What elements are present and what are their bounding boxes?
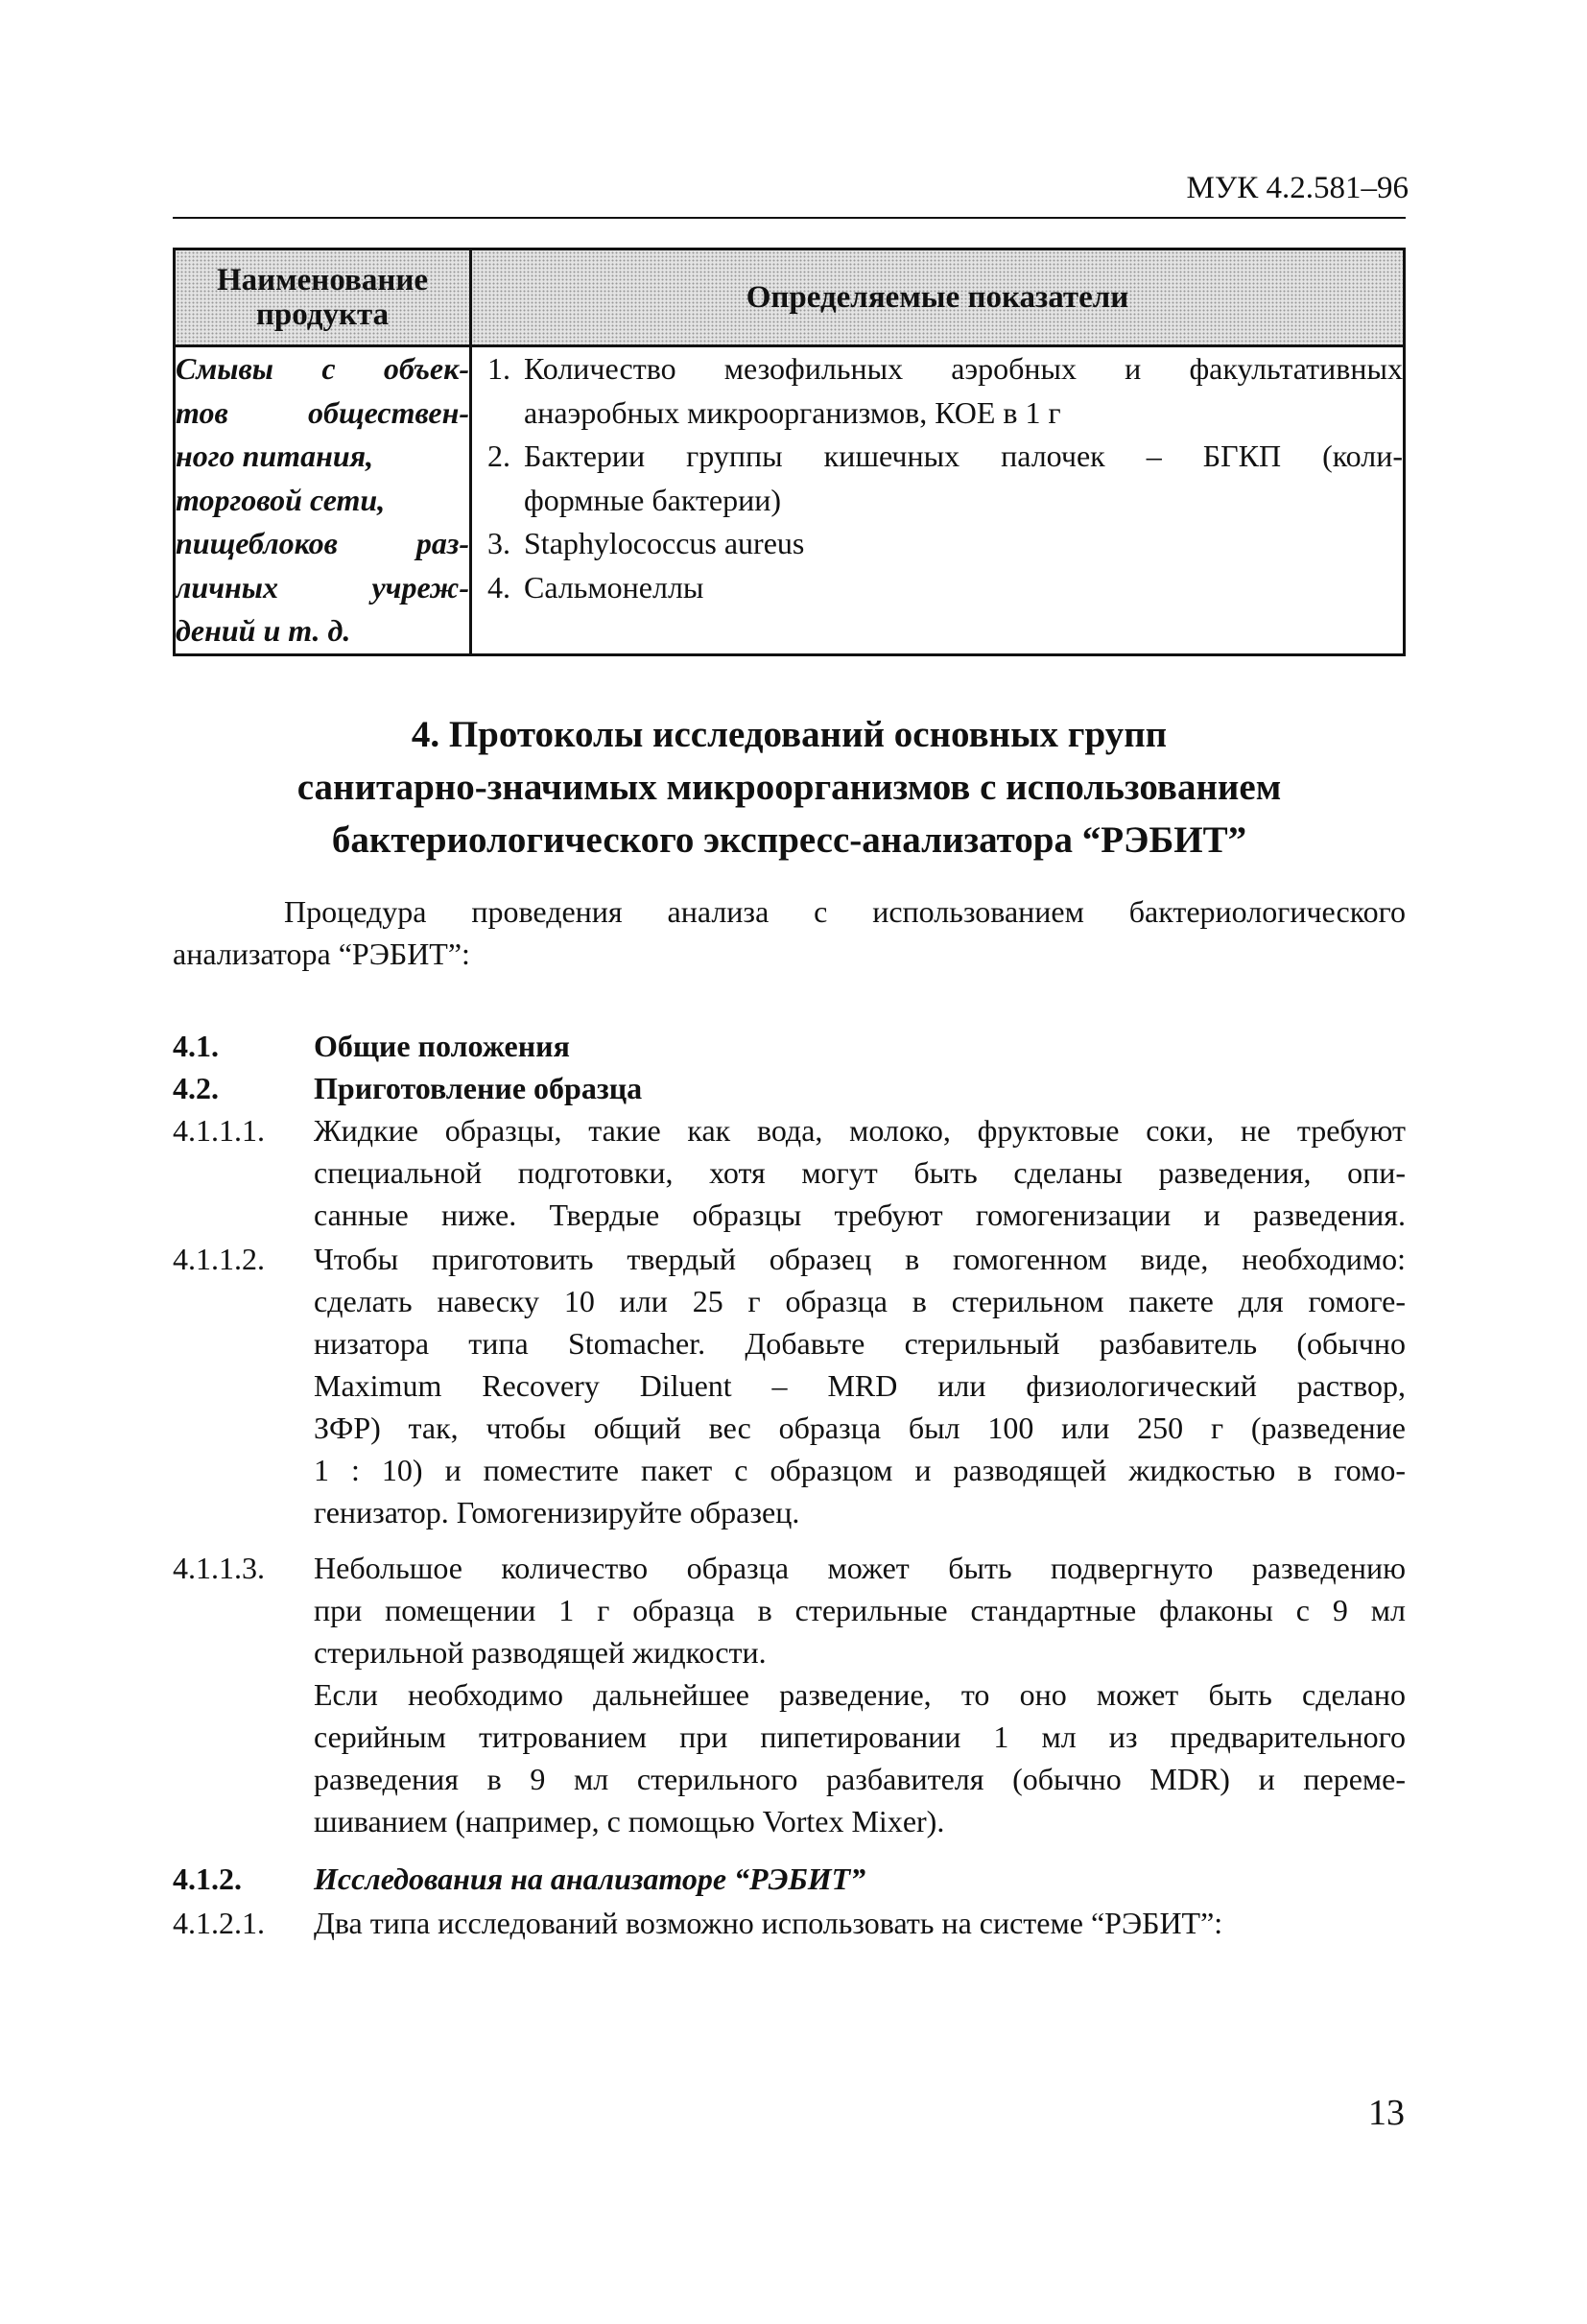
item-number: 4.2. [173, 1071, 219, 1105]
item-line: Чтобы приготовить твердый образец в гомогенном виде, необходимо: [314, 1242, 1406, 1276]
item-line: сделать навеску 10 или 25 г образца в стерильном пакете для гомоге- [314, 1284, 1406, 1318]
indicator-line: Staphylococcus aureus [524, 526, 805, 560]
item-4-1-2 [173, 1858, 1406, 1900]
section-title [173, 708, 1406, 866]
indicator-line: Количество мезофильных аэробных и факультативных [524, 351, 1403, 386]
indicators-column-header: Определяемые показатели [471, 249, 1405, 346]
intro-line: анализатора “РЭБИТ”: [173, 937, 470, 971]
indicator-text [524, 435, 1403, 522]
indicator-number: 4. [487, 569, 510, 605]
product-line: тов обществен- [176, 394, 469, 430]
intro-paragraph [173, 890, 1406, 975]
indicator-text [524, 522, 1403, 566]
indicator-item [472, 435, 1403, 522]
product-column-header [175, 249, 471, 346]
header-rule [173, 217, 1406, 219]
indicator-item [472, 522, 1403, 566]
item-number: 4.1.2. [173, 1862, 242, 1896]
item-line: Жидкие образцы, такие как вода, молоко, фруктовые соки, не требуют [314, 1113, 1406, 1148]
item-line: Два типа исследований возможно использовать на системе “РЭБИТ”: [314, 1906, 1223, 1940]
indicator-item [472, 347, 1403, 435]
item-4-1-1-3 [173, 1547, 1406, 1842]
product-line: Смывы с объек- [176, 351, 469, 386]
indicator-line: Сальмонеллы [524, 569, 704, 605]
indicator-line: анаэробных микроорганизмов, КОЕ в 1 г [524, 394, 1061, 430]
product-line: пищеблоков раз- [176, 526, 469, 560]
item-body [314, 1238, 1406, 1533]
indicator-number: 3. [487, 526, 510, 560]
item-line: специальной подготовки, хотя могут быть сделаны разведения, опи- [314, 1155, 1406, 1190]
item-number: 4.1. [173, 1029, 219, 1063]
item-line: стерильной разводящей жидкости. [314, 1635, 767, 1670]
item-number: 4.1.1.3. [173, 1551, 265, 1585]
indicator-line: формные бактерии) [524, 482, 782, 517]
indicator-text [524, 566, 1403, 610]
item-4-1-1-2 [173, 1238, 1406, 1533]
item-line: Maximum Recovery Diluent – MRD или физиологический раствор, [314, 1368, 1406, 1403]
table-row [175, 346, 1405, 655]
table-header-row [175, 249, 1405, 346]
indicator-line: Бактерии группы кишечных палочек – БГКП (коли- [524, 439, 1403, 473]
product-line: дений и т. д. [176, 613, 351, 648]
indicators-table [173, 248, 1406, 656]
product-line: ного питания, [176, 439, 374, 473]
section-title-line: 4. Протоколы исследований основных групп [411, 714, 1168, 755]
product-line: личных учреж- [176, 569, 469, 605]
section-title-line: санитарно-значимых микроорганизмов с использованием [296, 767, 1282, 808]
item-number: 4.1.1.2. [173, 1242, 265, 1276]
item-body [314, 1547, 1406, 1842]
item-body [314, 1109, 1406, 1236]
item-title: Исследования на анализаторе “РЭБИТ” [314, 1862, 866, 1896]
item-4-1-2-1 [173, 1902, 1406, 1944]
item-4-2 [173, 1067, 1406, 1109]
intro-line: Процедура проведения анализа с использованием бактериологического [284, 894, 1406, 929]
item-line: шиванием (например, с помощью Vortex Mixer). [314, 1804, 945, 1838]
item-4-1 [173, 1025, 1406, 1067]
item-body [314, 1902, 1406, 1944]
item-title: Приготовление образца [314, 1071, 643, 1105]
item-line: санные ниже. Твердые образцы требуют гомогенизации и разведения. [314, 1198, 1406, 1232]
item-line: 1 : 10) и поместите пакет с образцом и разводящей жидкостью в гомо- [314, 1453, 1406, 1487]
indicator-number: 1. [487, 351, 510, 386]
product-line: торговой сети, [176, 482, 386, 517]
item-line: Небольшое количество образца может быть подвергнуто разведению [314, 1551, 1406, 1585]
indicator-item [472, 566, 1403, 610]
product-cell [175, 346, 471, 655]
item-4-1-1-1 [173, 1109, 1406, 1236]
product-header-line: продукта [255, 297, 390, 332]
item-line: серийным титрованием при пипетировании 1 мл из предварительного [314, 1719, 1406, 1754]
item-number: 4.1.2.1. [173, 1906, 265, 1940]
item-line: Если необходимо дальнейшее разведение, то оно может быть сделано [314, 1677, 1406, 1712]
item-line: при помещении 1 г образца в стерильные стандартные флаконы с 9 мл [314, 1593, 1406, 1627]
section-title-line: бактериологического экспресс-анализатора “РЭБИТ” [331, 819, 1247, 861]
indicator-number: 2. [487, 439, 510, 473]
item-line: генизатор. Гомогенизируйте образец. [314, 1495, 800, 1530]
product-header-line: Наименование [217, 263, 428, 297]
item-line: разведения в 9 мл стерильного разбавителя (обычно MDR) и переме- [314, 1762, 1406, 1796]
document-code: МУК 4.2.581–96 [1186, 171, 1409, 205]
indicator-text [524, 347, 1403, 435]
item-title: Общие положения [314, 1029, 570, 1063]
item-line: ЗФР) так, чтобы общий вес образца был 100 или 250 г (разведение [314, 1411, 1406, 1445]
item-line: низатора типа Stomacher. Добавьте стерильный разбавитель (обычно [314, 1326, 1406, 1361]
item-number: 4.1.1.1. [173, 1113, 265, 1148]
page-number: 13 [1368, 2093, 1405, 2133]
indicators-cell [471, 346, 1405, 655]
